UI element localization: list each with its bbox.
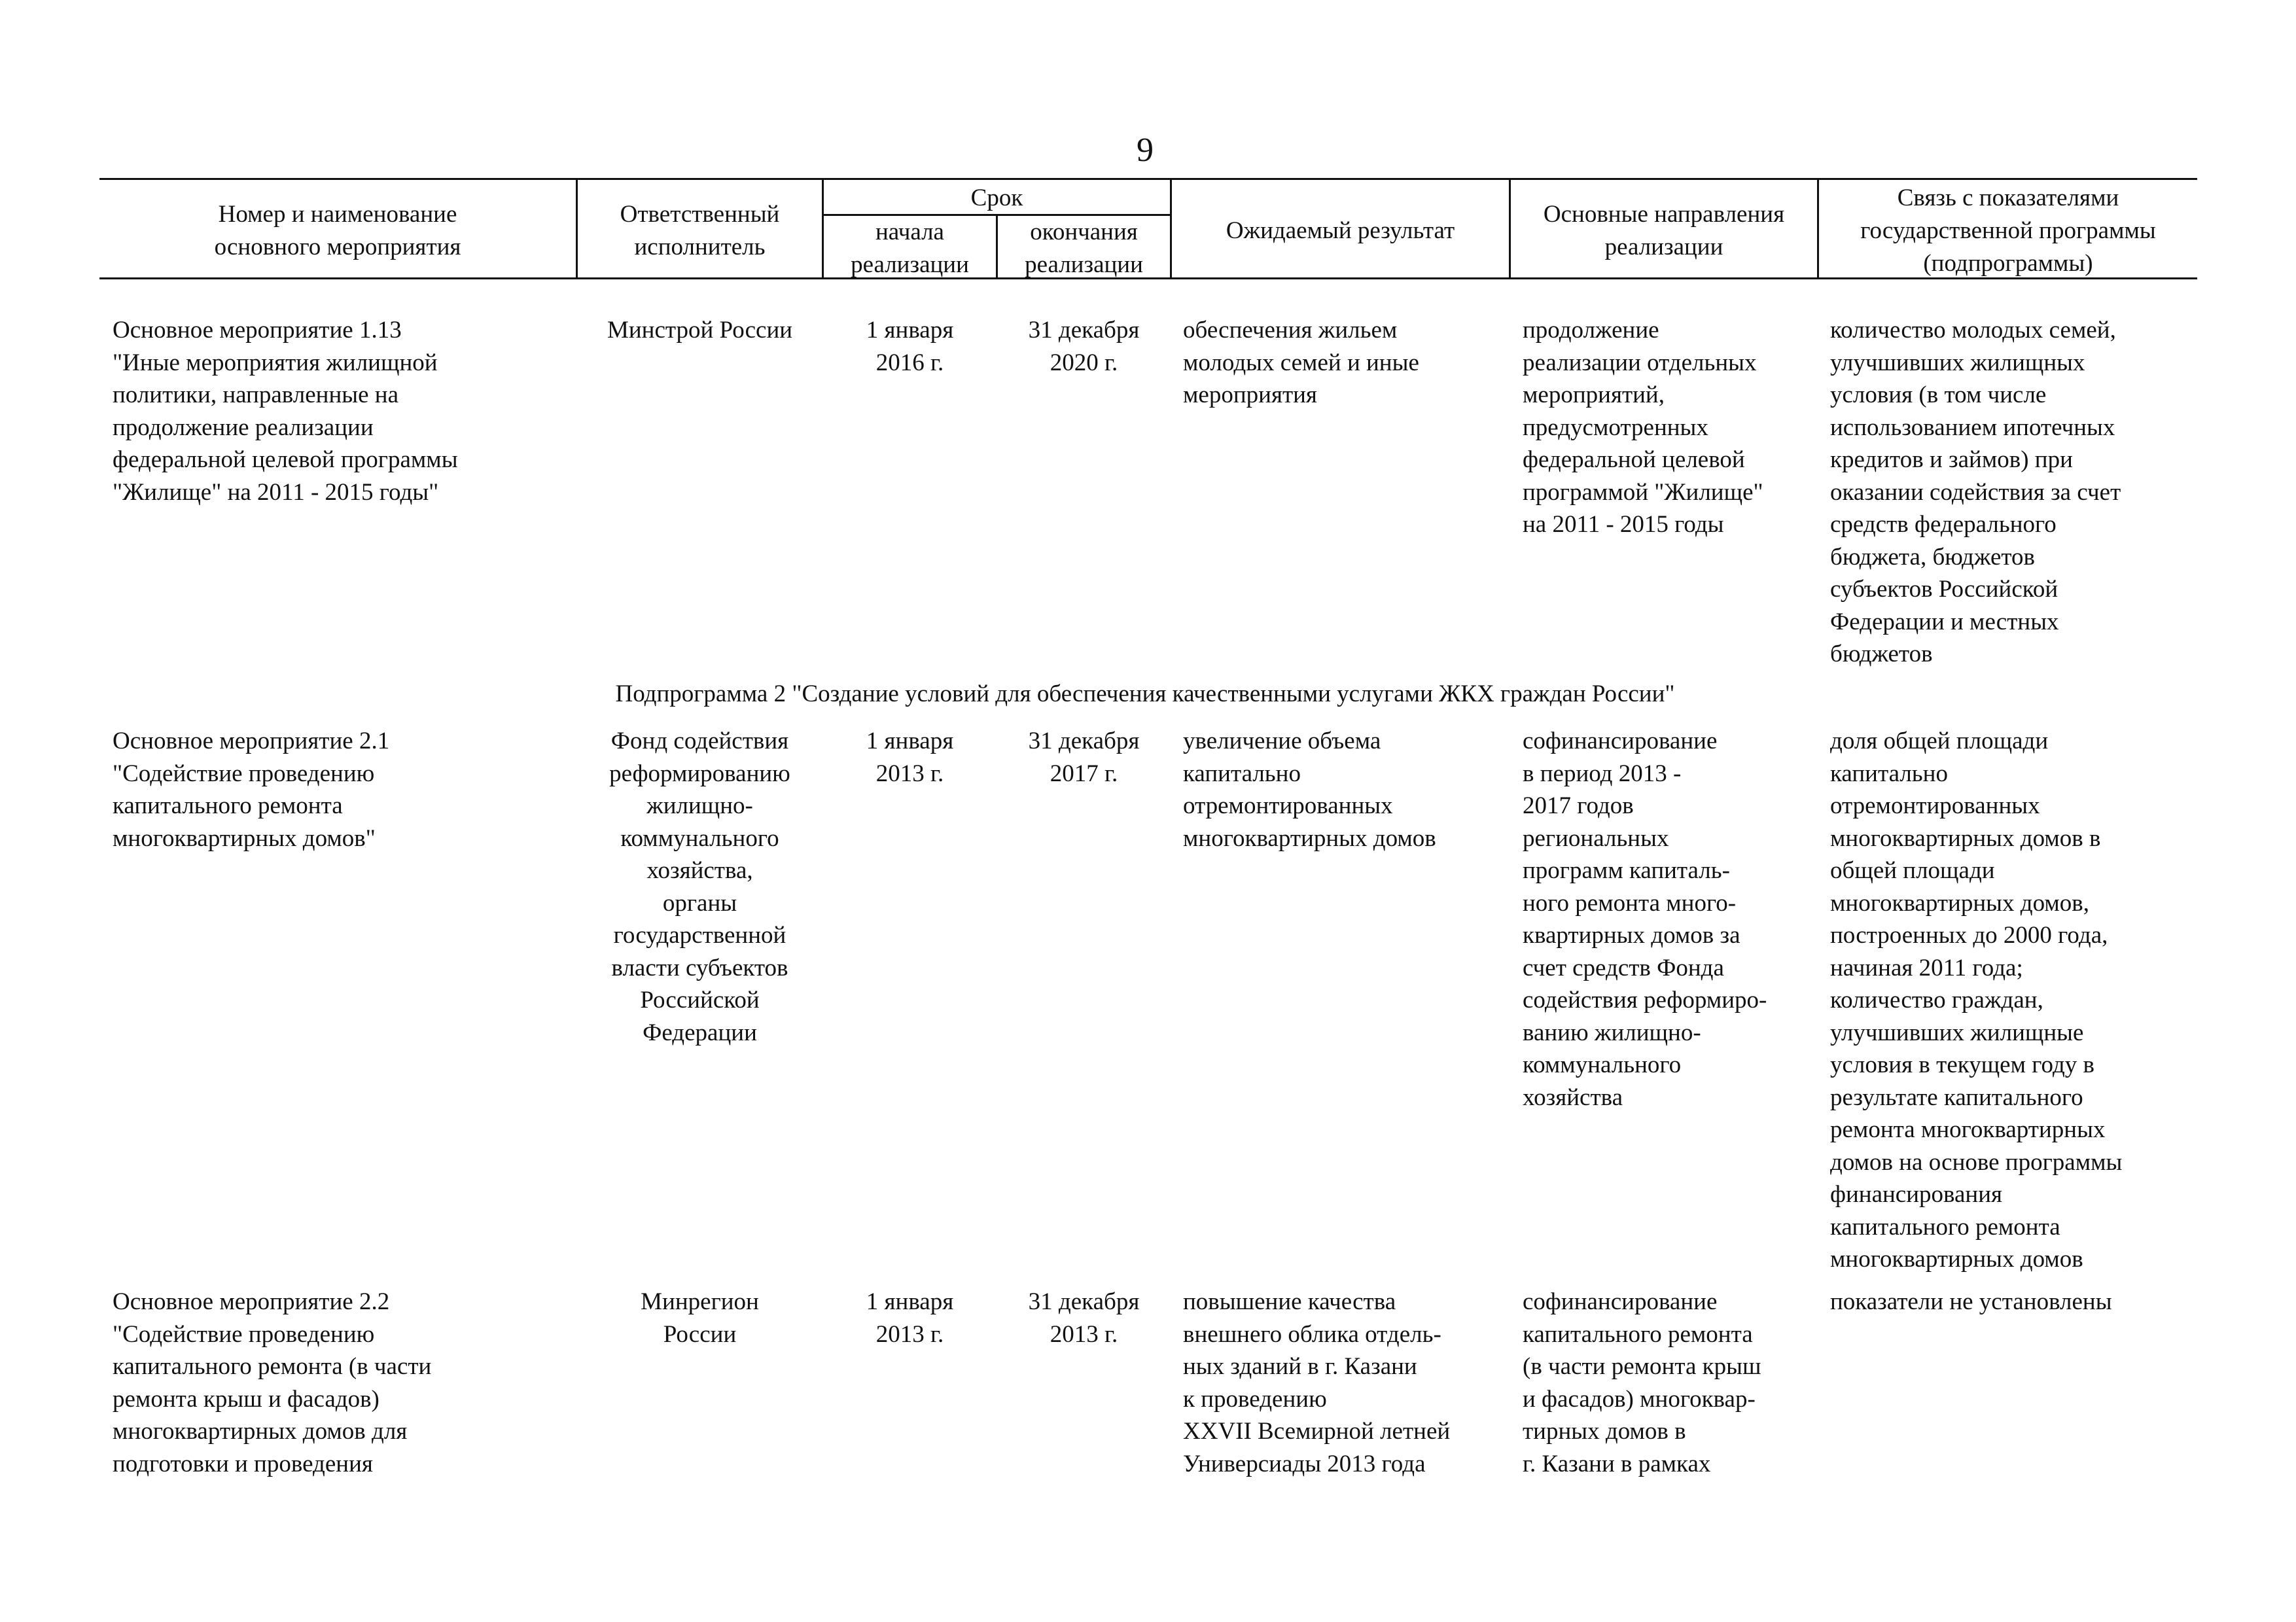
- row-1-start: 1 января 2016 г.: [866, 317, 954, 376]
- row-2-end: 31 декабря 2017 г.: [1028, 728, 1140, 787]
- row-3-measure: Основное мероприятие 2.2 "Содействие проведению капитального ремонта (в части ремонта крыш и фасадов) многоквартирных домов для подготовки и проведения: [113, 1288, 432, 1477]
- row-3-executor: Минрегион России: [641, 1288, 759, 1348]
- header-top-rule: [99, 178, 2197, 180]
- header-expected-result: Ожидаемый результат: [1226, 217, 1455, 244]
- row-1-end: 31 декабря 2020 г.: [1028, 317, 1140, 376]
- header-indicators: Связь с показателями государственной программы (подпрограммы): [1860, 185, 2156, 277]
- row-1-measure: Основное мероприятие 1.13 "Иные мероприятия жилищной политики, направленные на продолжение реализации федеральной целевой программы "Жилище" на 2011 - 2015 годы": [113, 317, 458, 506]
- row-2-directions: софинансирование в период 2013 - 2017 годов региональных программ капиталь- ного ремонта много- квартирных домов за счет средств Фонда содействия реформиро- ванию жилищно- коммунального хозяйства: [1523, 728, 1767, 1111]
- row-2-executor: Фонд содействия реформированию жилищно- коммунального хозяйства, органы государственной власти субъектов Российской Федерации: [609, 728, 790, 1046]
- row-2-start: 1 января 2013 г.: [866, 728, 954, 787]
- row-3-indicators: показатели не установлены: [1830, 1288, 2112, 1315]
- header-term-start: начала реализации: [851, 219, 969, 278]
- header-term-end: окончания реализации: [1025, 219, 1143, 278]
- row-1-executor: Минстрой России: [607, 317, 793, 344]
- row-1-directions: продолжение реализации отдельных мероприятий, предусмотренных федеральной целевой программой "Жилище" на 2011 - 2015 годы: [1523, 317, 1763, 538]
- header-term: Срок: [970, 185, 1023, 211]
- row-3-directions: софинансирование капитального ремонта (в части ремонта крыш и фасадов) многоквар- тирных домов в г. Казани в рамках: [1523, 1288, 1761, 1477]
- row-3-start: 1 января 2013 г.: [866, 1288, 954, 1348]
- row-2-indicators: доля общей площади капитально отремонтированных многоквартирных домов в общей площади многоквартирных домов, построенных до 2000 года, начиная 2011 года; количество граждан, улучшивших жилищные условия в текущем году в результате капитального ремонта многоквартирных домов на основе программы финансирования капитального ремонта многоквартирных домов: [1830, 728, 2123, 1273]
- row-3-result: повышение качества внешнего облика отдель- ных зданий в г. Казани к проведению XXVII Всемирной летней Универсиады 2013 года: [1183, 1288, 1451, 1477]
- row-3-end: 31 декабря 2013 г.: [1028, 1288, 1140, 1348]
- header-measure-name: Номер и наименование основного мероприятия: [214, 201, 461, 260]
- subprogram-title: Подпрограмма 2 "Создание условий для обеспечения качественными услугами ЖКХ граждан России": [615, 680, 1675, 707]
- header-directions: Основные направления реализации: [1543, 201, 1785, 260]
- page-number: 9: [1137, 132, 1154, 169]
- header-executor: Ответственный исполнитель: [620, 201, 780, 260]
- row-1-indicators: количество молодых семей, улучшивших жилищных условия (в том числе использованием ипотечных кредитов и займов) при оказании содействия за счет средств федерального бюджета, бюджетов субъектов Российской Федерации и местных бюджетов: [1830, 317, 2121, 667]
- row-2-measure: Основное мероприятие 2.1 "Содействие проведению капитального ремонта многоквартирных домов": [113, 728, 390, 852]
- row-2-result: увеличение объема капитально отремонтированных многоквартирных домов: [1183, 728, 1436, 852]
- row-1-result: обеспечения жильем молодых семей и иные мероприятия: [1183, 317, 1419, 408]
